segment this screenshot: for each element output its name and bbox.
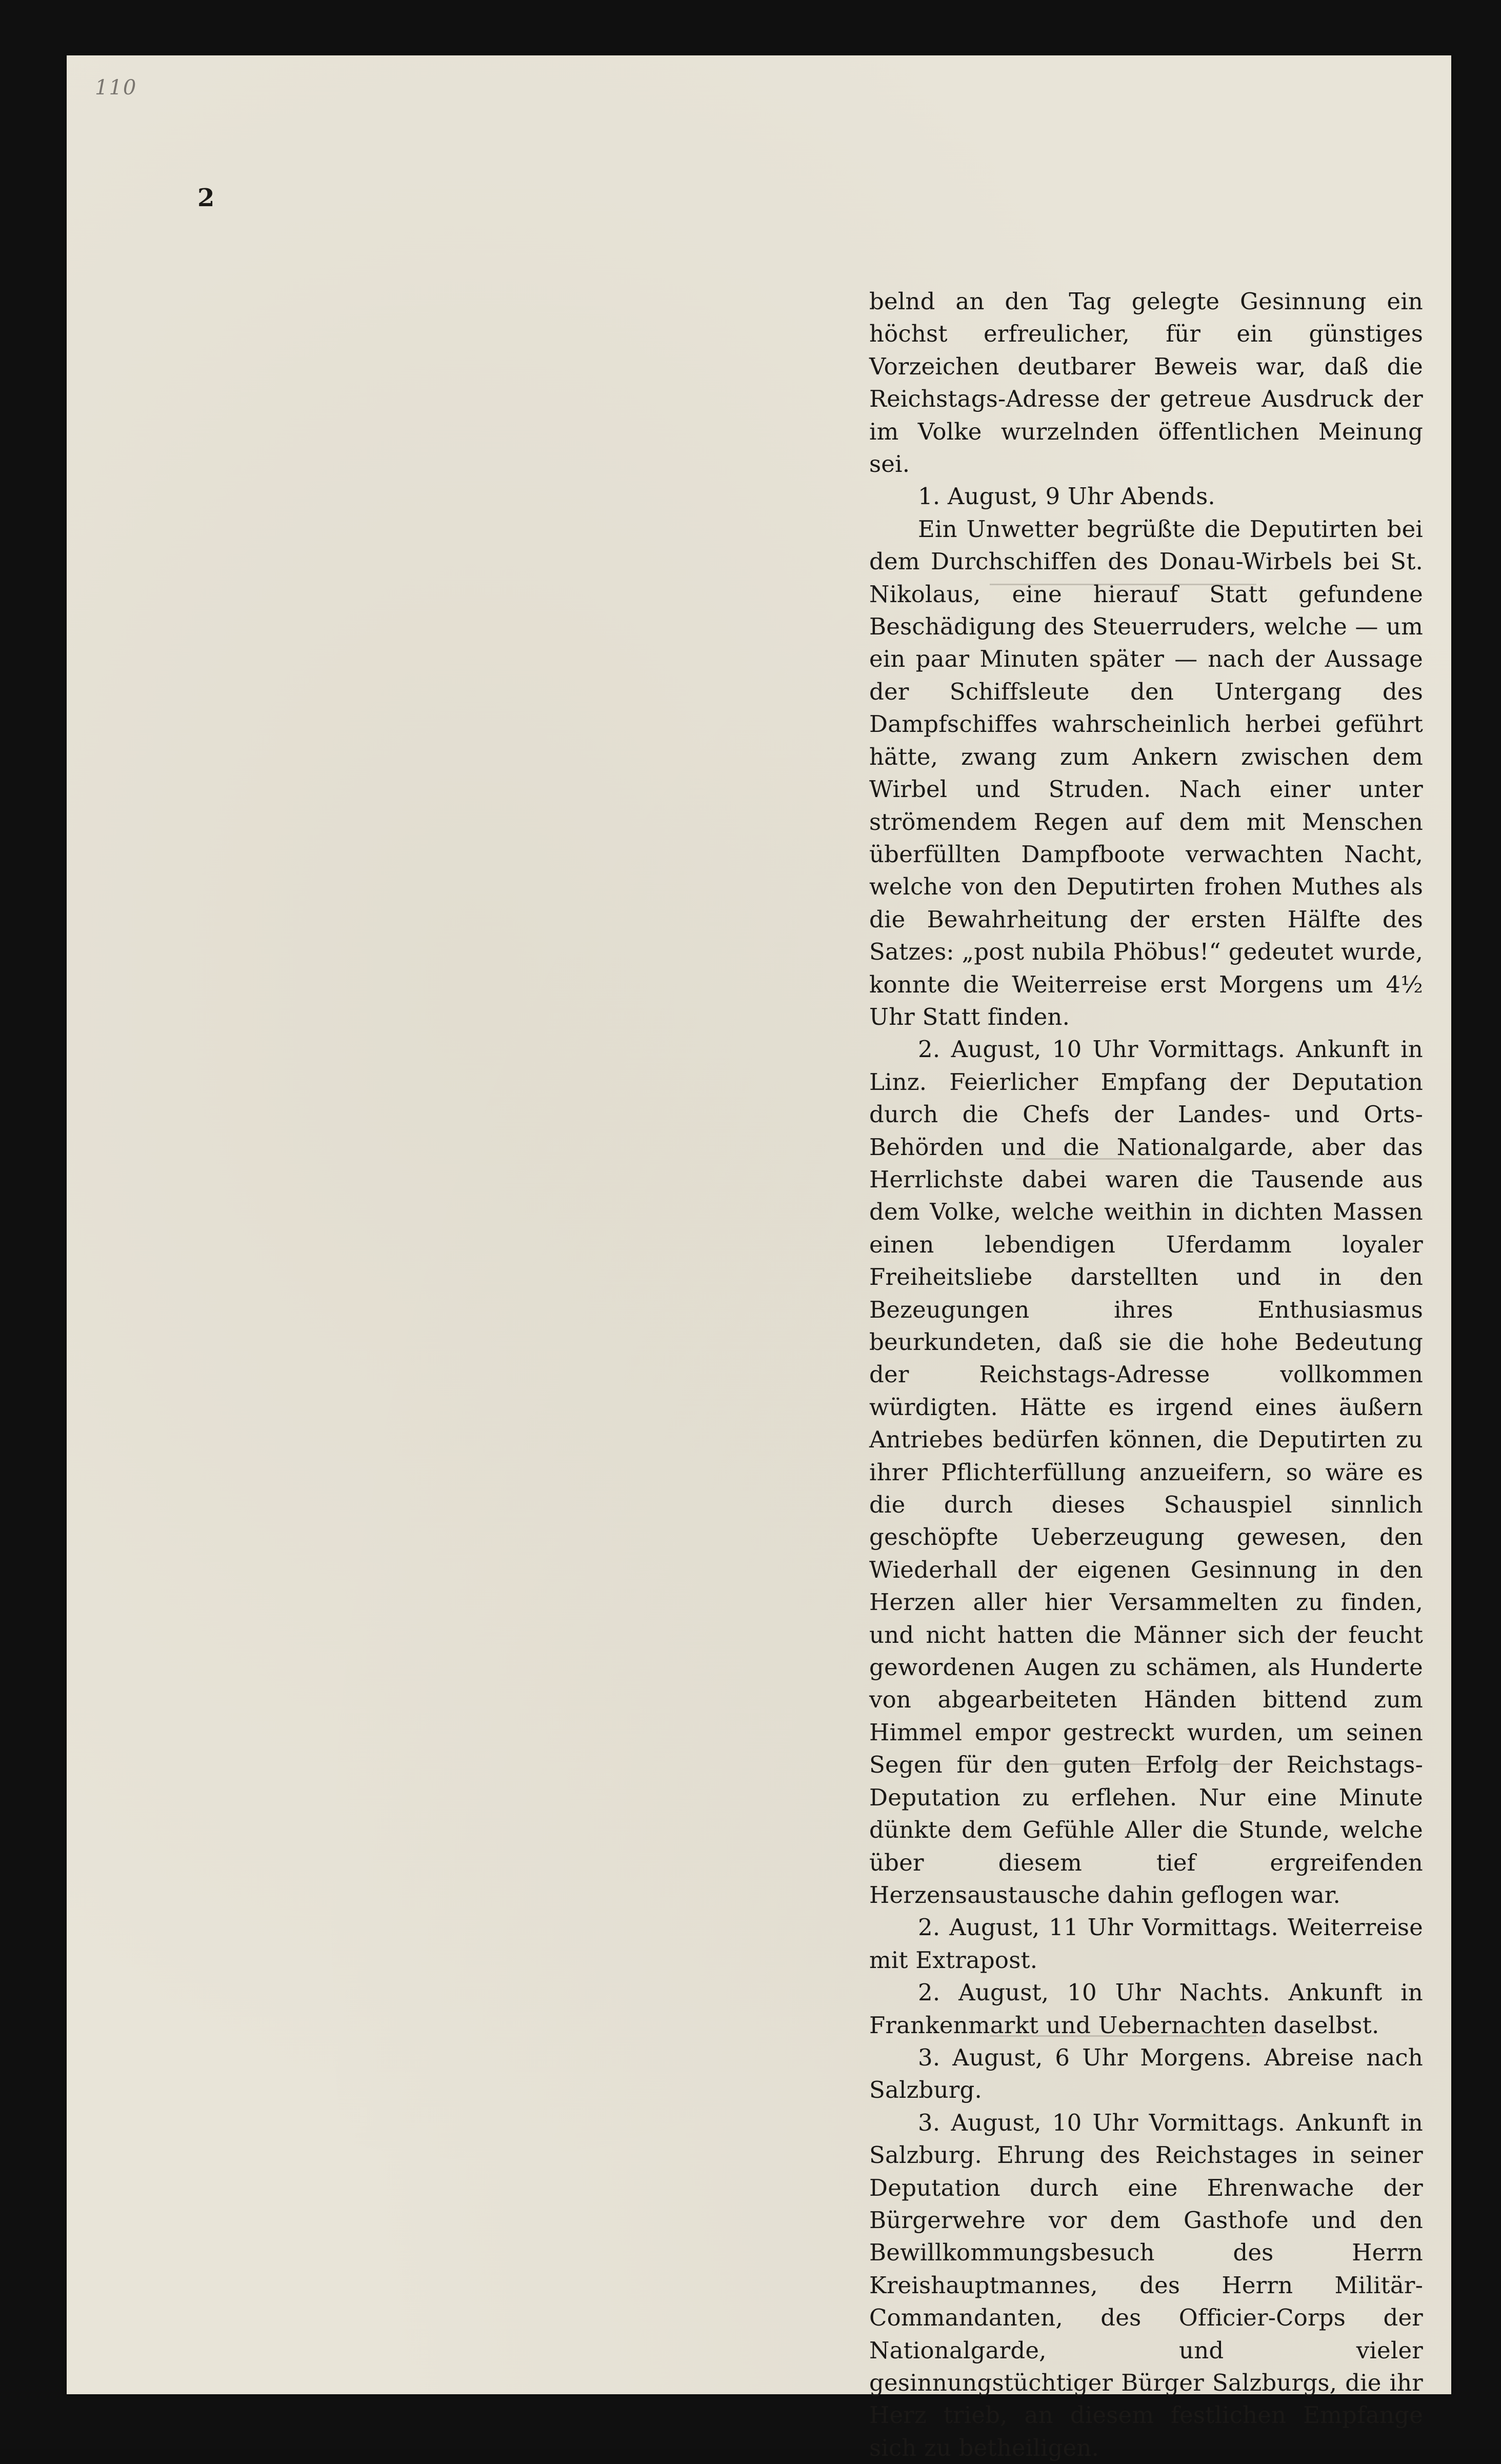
paragraph-frankenmarkt: 2. August, 10 Uhr Nachts. Ankunft in Frankenmarkt und Uebernachten daselbst. (869, 1979, 1423, 2039)
paragraph-danube-storm: Ein Unwetter begrüßte die Deputirten bei dem Durchschiffen des Donau-Wirbels bei St. Nikolaus, eine hierauf Statt gefundene Beschädigung des Steuerruders, welche — um ein paar Minuten später — nach der Aussage der Schiffsleute den Untergang des Dampfschiffes wahrscheinlich herbei geführt hätte, zwang zum Ankern zwischen dem Wirbel und Struden. Nach einer unter strömendem Regen auf dem mit Menschen überfüllten Dampfboote verwachten Nacht, welche von den Deputirten frohen Muthes als die Bewahrheitung der ersten Hälfte des Satzes: „post nubila Phöbus!“ gedeutet wurde, konnte die Weiterreise erst Morgens um 4½ Uhr Statt finden. (869, 515, 1423, 1030)
paragraph-salzburg-arrival: 3. August, 10 Uhr Vormittags. Ankunft in Salzburg. Ehrung des Reichstages in seiner Deputation durch eine Ehrenwache der Bürgerwehre vor dem Gasthofe und den Bewillkommungsbesuch des Herrn Kreishauptmannes, des Herrn Militär-Commandanten, des Officier-Corps der Nationalgarde, und vieler gesinnungstüchtiger Bürger Salzburgs, die ihr Herz trieb, an diesem festlichen Empfange sich zu betheiligen. (869, 2109, 1423, 2461)
paragraph-linz-arrival: 2. August, 10 Uhr Vormittags. Ankunft in Linz. Feierlicher Empfang der Deputation durch die Chefs der Landes- und Orts-Behörden und die Nationalgarde, aber das Herrlichste dabei waren die Tausende aus dem Volke, welche weithin in dichten Massen einen lebendigen Uferdamm loyaler Freiheitsliebe darstellten und in den Bezeugungen ihres Enthusiasmus beurkundeten, daß sie die hohe Bedeutung der Reichstags-Adresse vollkommen würdigten. Hätte es irgend eines äußern Antriebes bedürfen können, die Deputirten zu ihrer Pflichterfüllung anzueifern, so wäre es die durch dieses Schauspiel sinnlich geschöpfte Ueberzeugung gewesen, den Wiederhall der eigenen Gesinnung in den Herzen aller hier Versammelten zu finden, und nicht hatten die Männer sich der feucht gewordenen Augen zu schämen, als Hunderte von abgearbeiteten Händen bittend zum Himmel empor gestreckt wurden, um seinen Segen für den guten Erfolg der Reichstags-Deputation zu erflehen. Nur eine Minute dünkte dem Gefühle Aller die Stunde, welche über diesem tief ergreifenden Herzensaustausche dahin geflogen war. (869, 1036, 1423, 1909)
document-page (67, 55, 1451, 2461)
page-number: 2 (197, 184, 215, 212)
paragraph-continuation: belnd an den Tag gelegte Gesinnung ein höchst erfreulicher, für ein günstiges Vorzeichen deutbarer Beweis war, daß die Reichstags-Adresse der getreue Ausdruck der im Volke wurzelnden öffentlichen Meinung sei. (869, 288, 1423, 478)
pencil-annotation: 110 (95, 76, 137, 100)
text-column (869, 285, 1423, 2464)
paragraph-onward-journey: 2. August, 11 Uhr Vormittags. Weiterreise mit Extrapost. (869, 1914, 1423, 1974)
paragraph-departure-salzburg: 3. August, 6 Uhr Morgens. Abreise nach Salzburg. (869, 2043, 1423, 2104)
paragraph-date-heading: 1. August, 9 Uhr Abends. (918, 483, 1215, 510)
